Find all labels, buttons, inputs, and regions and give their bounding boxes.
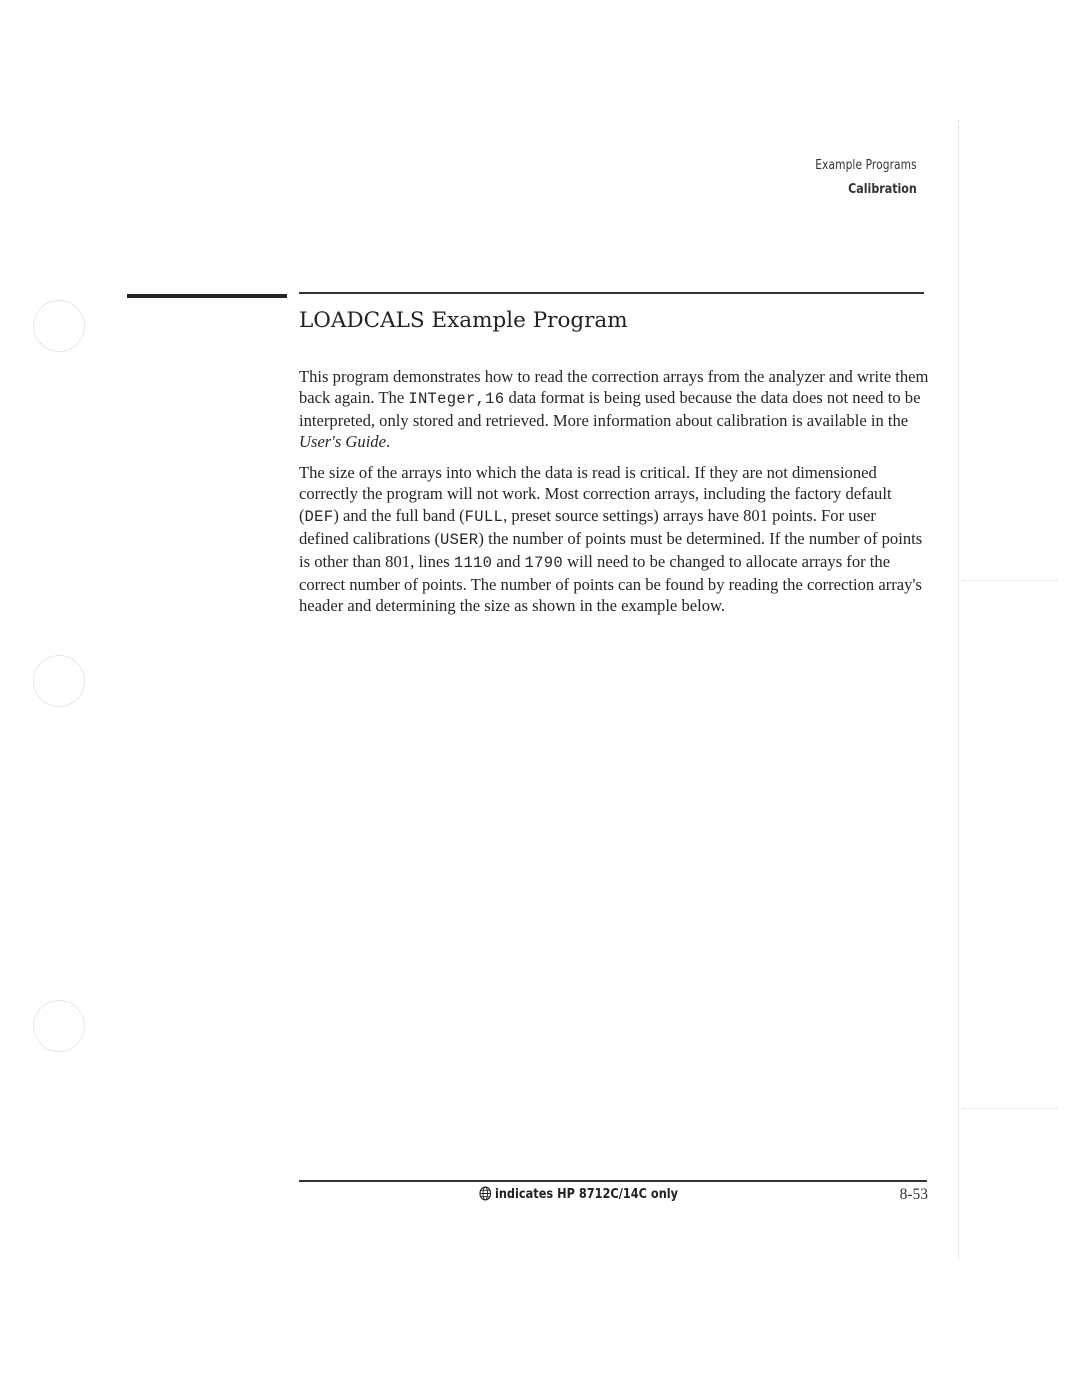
text-run: This program demonstrates how to read the correction arrays from the analyzer and write them back again. The <box>299 367 929 408</box>
code-user: USER <box>440 530 479 549</box>
text-run: , preset source settings) arrays have 801 points. For user defined calibrations ( <box>299 505 876 548</box>
running-header <box>793 158 917 197</box>
text-run: and <box>492 551 525 571</box>
binding-hole <box>33 1000 85 1052</box>
title-rule-thin <box>299 292 924 294</box>
paragraph-intro <box>299 366 929 452</box>
page-title: LOADCALS Example Program <box>299 308 628 333</box>
users-guide-reference: User's Guide <box>299 432 386 452</box>
code-full: FULL <box>464 507 504 526</box>
text-run: data format is being used because the data does not need to be interpreted, only stored and retrieved. More information about calibration is available in the <box>299 388 921 431</box>
header-chapter: Example Programs <box>815 158 917 173</box>
code-line-1790: 1790 <box>524 553 563 572</box>
text-run: The size of the arrays into which the data is read is critical. If they are not dimensioned correctly the program will not work. Most correction arrays, including the factory default ( <box>299 463 892 525</box>
header-section: Calibration <box>848 181 917 197</box>
globe-icon <box>479 1186 492 1201</box>
page-edge-tick <box>962 580 1057 581</box>
code-integer-16: INTeger,16 <box>408 390 505 409</box>
footer-note <box>479 1186 678 1202</box>
body-text <box>299 366 929 626</box>
text-run: . <box>385 432 391 452</box>
paragraph-array-size <box>299 462 929 616</box>
page-edge-line <box>958 120 959 1260</box>
text-run: ) the number of points must be determined. If the number of points is other than 801, lines <box>299 528 923 571</box>
footer-note-text: indicates HP 8712C/14C only <box>494 1186 679 1202</box>
code-def: DEF <box>304 507 334 526</box>
text-run: will need to be changed to allocate arrays for the correct number of points. The number of points can be found by reading the correction array's header and determining the size as shown in the example below. <box>299 551 922 615</box>
page-number: 8-53 <box>899 1186 928 1203</box>
binding-hole <box>33 655 85 707</box>
page-edge-tick <box>962 1108 1057 1109</box>
binding-hole <box>33 300 85 352</box>
footer-rule <box>299 1180 927 1182</box>
code-line-1110: 1110 <box>453 553 493 572</box>
title-rule-thick <box>127 294 287 298</box>
text-run: ) and the full band ( <box>333 505 465 525</box>
